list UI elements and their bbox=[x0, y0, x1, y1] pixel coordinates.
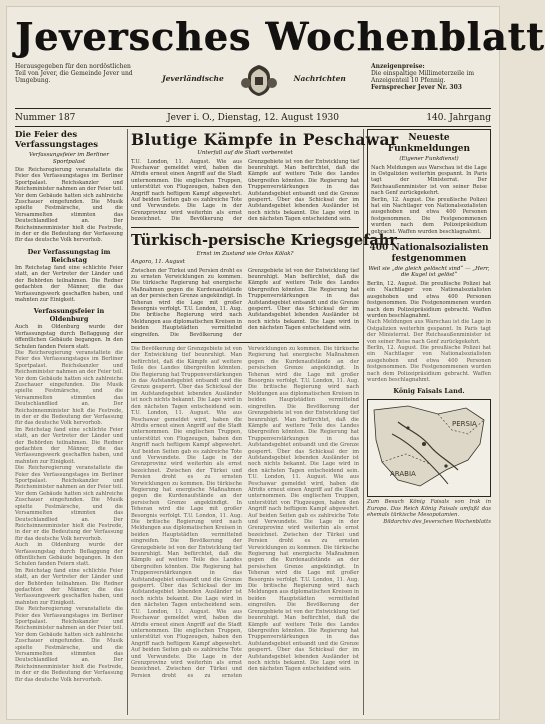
article-body-continued: Die Reichsregierung veranstaltete die Feier des Verfassungstages im Berliner Sportpalast. Reichskanzler und Reichsminister nahmen an der Feier teil. Vor dem Gebäude hatten sich zahlreiche Zuschauer eingefunden. Die Musik spielte Festmärsche, und die Versammelten stimmten das Deutschlandlied an. Der Reichsinnenminister hielt die Festrede, in der er die Bedeutung der Verfassung für das deutsche Volk hervorhob. bbox=[15, 465, 123, 542]
subheader-center bbox=[147, 63, 361, 105]
arrests-body-continued: Nach Meldungen aus Warschau ist die Lage in Ostgalizien weiterhin gespannt. In Paris tagt der Ministerrat. Der Reichsaußenminister ist von seiner Reise nach Genf zurückgekehrt. bbox=[367, 319, 491, 345]
second-article-body bbox=[131, 268, 359, 338]
continued-text: T.U. London, 11. August. Wie aus Peschawar gemeldet wird, haben die Afridis erneut einen Angriff auf die Stadt unternommen. Die englischen Truppen, unterstützt von Flugzeugen, haben den Angriff nach heftigem Kampf abgewehrt. Auf beiden Seiten gab es zahlreiche Tote und Verwundete. Die Lage in der Grenzprovinz wird weiterhin als ernst bezeichnet. bbox=[248, 474, 359, 538]
article-body-continued: Die Reichsregierung veranstaltete die Feier des Verfassungstages im Berliner Sportpalast. Reichskanzler und Reichsminister nahmen an der Feier teil. Vor dem Gebäude hatten sich zahlreiche Zuschauer eingefunden. Die Musik spielte Festmärsche, und die Versammelten stimmten das Deutschlandlied an. Der Reichsinnenminister hielt die Festrede, in der er die Bedeutung der Verfassung für das deutsche Volk hervorhob. bbox=[15, 349, 123, 427]
lead-article-body bbox=[131, 159, 359, 223]
second-dateline: Angora, 11. August bbox=[131, 259, 185, 266]
newspaper-page bbox=[6, 6, 545, 720]
issue-number: Nummer 187 bbox=[15, 113, 76, 123]
left-column bbox=[15, 129, 123, 715]
continued-text: Zwischen der Türkei und Persien droht es zu ernsten Verwicklungen zu kommen. Die türkische Regierung hat energische Maßnahmen gegen die Kurdenaufstände an der persischen Grenze angekündigt. In Teheran wird die Lage mit großer Besorgnis verfolgt. T.U. London, 11. Aug. Die britische Regierung wird nach Meldungen aus diplomatischen Kreisen in beiden Hauptstädten vermittelnd eingreifen. bbox=[131, 346, 359, 679]
lead-headline: Blutige Kämpfe in Peschawar bbox=[131, 130, 399, 149]
subheader-tag-right: Nachrichten bbox=[293, 74, 346, 83]
article-body-continued: Auch in Oldenburg wurde der Verfassungstag durch Beflaggung der öffentlichen Gebäude begangen. In den Schulen fanden Feiern statt. bbox=[15, 542, 123, 568]
continued-text: Die Bevölkerung der Grenzgebiete ist von der Entwicklung tief beunruhigt. Man befürchtet, daß die Kämpfe auf weitere Teile des Landes übergreifen könnten. Die Regierung hat Truppenverstärkungen in das Aufstandsgebiet entsandt und die Grenze gesperrt. Über das Schicksal der im Aufstandsgebiet lebenden Ausländer ist noch nichts bekannt. Die Lage wird in den nächsten Tagen entscheidend sein. bbox=[248, 602, 359, 673]
continued-text: Die Bevölkerung der Grenzgebiete ist von der Entwicklung tief beunruhigt. Man befürchtet, daß die Kämpfe auf weitere Teile des Landes übergreifen könnten. Die Regierung hat Truppenverstärkungen in das Aufstandsgebiet entsandt und die Grenze gesperrt. Über das Schicksal der im Aufstandsgebiet lebenden Ausländer ist noch nichts bekannt. Die Lage wird in den nächsten Tagen entscheidend sein. bbox=[248, 403, 359, 474]
header-rule-bottom bbox=[15, 126, 491, 127]
continued-text: T.U. London, 11. August. Wie aus Peschawar gemeldet wird, haben die Afridis erneut einen Angriff auf die Stadt unternommen. Die englischen Truppen, unterstützt von Flugzeugen, haben den Angriff nach heftigem Kampf abgewehrt. Auf beiden Seiten gab es zahlreiche Tote und Verwundete. Die Lage in der Grenzprovinz wird weiterhin als ernst bezeichnet. bbox=[131, 410, 242, 474]
second-subheadline: Ernst im Zustand wie Orlos Kölak? bbox=[196, 250, 294, 257]
map-figure bbox=[367, 399, 491, 497]
news-flash-body: Berlin, 12. August. Die preußische Polizei hat ein Nachtlager von Nationalsozialisten ausgehoben und etwa 400 Personen festgenommen. Die Festgenommenen wurden nach dem Polizeipräsidium gebracht. Waffen wurden beschlagnahmt. bbox=[371, 196, 487, 235]
map-label-arabia: ARABIA bbox=[390, 470, 416, 479]
continued-text: T.U. London, 11. August. Wie aus Peschawar gemeldet wird, haben die Afridis erneut einen Angriff auf die Stadt unternommen. Die englischen Truppen, unterstützt von Flugzeugen, haben den Angriff nach heftigem Kampf abgewehrt. Auf beiden Seiten gab es zahlreiche Tote und Verwundete. Die Lage in der Grenzprovinz wird weiterhin als ernst bezeichnet. bbox=[131, 608, 242, 673]
arrests-headline: 400 Nationalsozialisten festgenommen bbox=[369, 242, 489, 264]
subheader-right bbox=[371, 63, 491, 105]
news-flash-box bbox=[367, 129, 491, 239]
map-label-persia: PERSIA bbox=[452, 420, 477, 429]
dateline bbox=[15, 111, 491, 125]
map-credit: Bildarchiv des Jeverschen Wochenblatts bbox=[383, 518, 491, 525]
article-subheading: Verfassungsfeier in Oldenburg bbox=[33, 307, 105, 324]
map-title: König Faisals Land. bbox=[393, 387, 465, 396]
subheader-left bbox=[15, 63, 133, 105]
middle-column bbox=[131, 129, 399, 715]
issue-date: Jever i. O., Dienstag, 12. August 1930 bbox=[167, 113, 339, 123]
continued-text: Zwischen der Türkei und Persien droht es zu ernsten Verwicklungen zu kommen. Die türkische Regierung hat energische Maßnahmen gegen die Kurdenaufstände an der persischen Grenze angekündigt. In Teheran wird die Lage mit großer Besorgnis verfolgt. T.U. London, 11. Aug. Die britische Regierung wird nach Meldungen aus diplomatischen Kreisen in beiden Hauptstädten vermittelnd eingreifen. bbox=[131, 467, 243, 545]
article-subheading: Der Verfassungstag im Reichstag bbox=[27, 247, 111, 264]
coat-of-arms-icon bbox=[240, 63, 278, 97]
subheader-tag-left: Jeverländische bbox=[162, 74, 224, 83]
news-flash-sub: (Eigener Funkdienst) bbox=[399, 156, 459, 162]
continued-text: Die Bevölkerung der Grenzgebiete ist von der Entwicklung tief beunruhigt. Man befürchtet, daß die Kämpfe auf weitere Teile des Landes übergreifen könnten. Die Regierung hat Truppenverstärkungen in das Aufstandsgebiet entsandt und die Grenze gesperrt. Über das Schicksal der im Aufstandsgebiet lebenden Ausländer ist noch nichts bekannt. Die Lage wird in den nächsten Tagen entscheidend sein. bbox=[131, 346, 242, 410]
right-column bbox=[367, 129, 491, 715]
article-body-continued: Im Reichstag fand eine schlichte Feier statt, an der Vertreter der Länder und der Behörden teilnahmen. Die Redner gedachten der Männer, die das Verfassungswerk geschaffen haben, und mahnten zur Einigkeit. bbox=[15, 567, 123, 606]
issue-year: 140. Jahrgang bbox=[426, 113, 491, 123]
subheader-right-text: Die einspaltige Millimeterzeile im Anzeigenteil 10 Pfennig. bbox=[371, 70, 475, 84]
subheader-phone: Fernsprecher Jever Nr. 303 bbox=[371, 84, 462, 91]
lead-article-text: Die Bevölkerung der Grenzgebiete ist von der Entwicklung tief beunruhigt. Man befürchtet, daß die Kämpfe auf weitere Teile des Landes übergreifen könnten. Die Regierung hat Truppenverstärkungen in das Aufstandsgebiet entsandt und die Grenze gesperrt. Über das Schicksal der im Aufstandsgebiet lebenden Ausländer ist noch nichts bekannt. Die Lage wird in den nächsten Tagen entscheidend sein. bbox=[171, 158, 359, 223]
subheader-left-text: Herausgegeben für den nordöstlichen Teil von Jever, die Gemeinde Jever und Umgebung. bbox=[15, 63, 133, 84]
section-rule bbox=[131, 227, 359, 228]
map-caption: Zum Besuch König Faisals von Irak in Europa. Das Reich König Faisals umfaßt das ehemals türkische Mesopotamien. bbox=[367, 499, 491, 519]
section-rule bbox=[131, 342, 359, 343]
article-headline: Die Feier des Verfassungstages bbox=[15, 130, 99, 150]
continued-text: Die Bevölkerung der Grenzgebiete ist von der Entwicklung tief beunruhigt. Man befürchtet, daß die Kämpfe auf weitere Teile des Landes übergreifen könnten. Die Regierung hat Truppenverstärkungen in das Aufstandsgebiet entsandt und die Grenze gesperrt. Über das Schicksal der im Aufstandsgebiet lebenden Ausländer ist noch nichts bekannt. Die Lage wird in den nächsten Tagen entscheidend sein. bbox=[131, 538, 242, 609]
masthead-title: Jeversches Wochenblatt bbox=[15, 14, 545, 59]
header-rule-top bbox=[15, 108, 491, 109]
news-flash-body: Nach Meldungen aus Warschau ist die Lage in Ostgalizien weiterhin gespannt. In Paris tagt der Ministerrat. Der Reichsaußenminister ist von seiner Reise nach Genf zurückgekehrt. bbox=[371, 164, 487, 197]
article-body-continued: Im Reichstag fand eine schlichte Feier statt, an der Vertreter der Länder und der Behörden teilnahmen. Die Redner gedachten der Männer, die das Verfassungswerk geschaffen haben, und mahnten zur Einigkeit. bbox=[15, 426, 123, 465]
article-body-continued: Die Reichsregierung veranstaltete die Feier des Verfassungstages im Berliner Sportpalast. Reichskanzler und Reichsminister nahmen an der Feier teil. Vor dem Gebäude hatten sich zahlreiche Zuschauer eingefunden. Die Musik spielte Festmärsche, und die Versammelten stimmten das Deutschlandlied an. Der Reichsinnenminister hielt die Festrede, in der er die Bedeutung der Verfassung für das deutsche Volk hervorhob. bbox=[15, 606, 123, 683]
continued-text: Zwischen der Türkei und Persien droht es zu ernsten Verwicklungen zu kommen. Die türkische Regierung hat energische Maßnahmen gegen die Kurdenaufstände an der persischen Grenze angekündigt. In Teheran wird die Lage mit großer Besorgnis verfolgt. T.U. London, 11. Aug. Die britische Regierung wird nach Meldungen aus diplomatischen Kreisen in beiden Hauptstädten vermittelnd eingreifen. bbox=[248, 531, 360, 609]
article-body: Die Reichsregierung veranstaltete die Feier des Verfassungstages im Berliner Sportpalast. Reichskanzler und Reichsminister nahmen an der Feier teil. Vor dem Gebäude hatten sich zahlreiche Zuschauer eingefunden. Die Musik spielte Festmärsche, und die Versammelten stimmten das Deutschlandlied an. Der Reichsinnenminister hielt die Festrede, in der er die Bedeutung der Verfassung für das deutsche Volk hervorhob. bbox=[15, 167, 123, 244]
arrests-subheadline: Weil sie „die gleich gelöscht sind“ — „Herr, die Kugel ist gelöst“ bbox=[368, 265, 490, 279]
article-body: Auch in Oldenburg wurde der Verfassungstag durch Beflaggung der öffentlichen Gebäude begangen. In den Schulen fanden Feiern statt. bbox=[15, 324, 123, 350]
news-flash-headline: Neueste Funkmeldungen bbox=[387, 133, 471, 154]
lead-subheadline: Unterfall auf die Stadt vorbereitet bbox=[197, 150, 293, 156]
lead-article-text: T.U. London, 11. August. Wie aus Peschawar gemeldet wird, haben die Afridis erneut einen Angriff auf die Stadt unternommen. Die englischen Truppen, unterstützt von Flugzeugen, haben den Angriff nach heftigem Kampf abgewehrt. Auf beiden Seiten gab es zahlreiche Tote und Verwundete. Die Lage in der Grenzprovinz wird weiterhin als ernst bezeichnet. bbox=[131, 158, 242, 223]
article-body: Im Reichstag fand eine schlichte Feier statt, an der Vertreter der Länder und der Behörden teilnahmen. Die Redner gedachten der Männer, die das Verfassungswerk geschaffen haben, und mahnten zur Einigkeit. bbox=[15, 264, 123, 303]
article-byline: Verfassungsfeier im Berliner Sportpalast bbox=[28, 152, 109, 165]
map-illustration bbox=[368, 400, 490, 496]
subheader-right-title: Anzeigenpreise: bbox=[371, 63, 425, 70]
second-headline: Türkisch-persische Kriegsgefahr bbox=[131, 231, 397, 249]
column-divider bbox=[127, 129, 128, 715]
second-article-text: Die Bevölkerung der Grenzgebiete ist von der Entwicklung tief beunruhigt. Man befürchtet, daß die Kämpfe auf weitere Teile des Landes übergreifen könnten. Die Regierung hat Truppenverstärkungen in das Aufstandsgebiet entsandt und die Grenze gesperrt. Über das Schicksal der im Aufstandsgebiet lebenden Ausländer ist noch nichts bekannt. Die Lage wird in den nächsten Tagen entscheidend sein. bbox=[170, 267, 359, 338]
continued-article-body bbox=[131, 346, 359, 679]
arrests-body-continued: Berlin, 12. August. Die preußische Polizei hat ein Nachtlager von Nationalsozialisten ausgehoben und etwa 400 Personen festgenommen. Die Festgenommenen wurden nach dem Polizeipräsidium gebracht. Waffen wurden beschlagnahmt. bbox=[367, 345, 491, 384]
column-divider bbox=[363, 129, 364, 715]
second-article-text: Zwischen der Türkei und Persien droht es zu ernsten Verwicklungen zu kommen. Die türkische Regierung hat energische Maßnahmen gegen die Kurdenaufstände an der persischen Grenze angekündigt. In Teheran wird die Lage mit großer Besorgnis verfolgt. T.U. London, 11. Aug. Die britische Regierung wird nach Meldungen aus diplomatischen Kreisen in beiden Hauptstädten vermittelnd eingreifen. bbox=[131, 267, 242, 338]
arrests-body: Berlin, 12. August. Die preußische Polizei hat ein Nachtlager von Nationalsozialisten ausgehoben und etwa 400 Personen festgenommen. Die Festgenommenen wurden nach dem Polizeipräsidium gebracht. Waffen wurden beschlagnahmt. bbox=[367, 280, 491, 319]
